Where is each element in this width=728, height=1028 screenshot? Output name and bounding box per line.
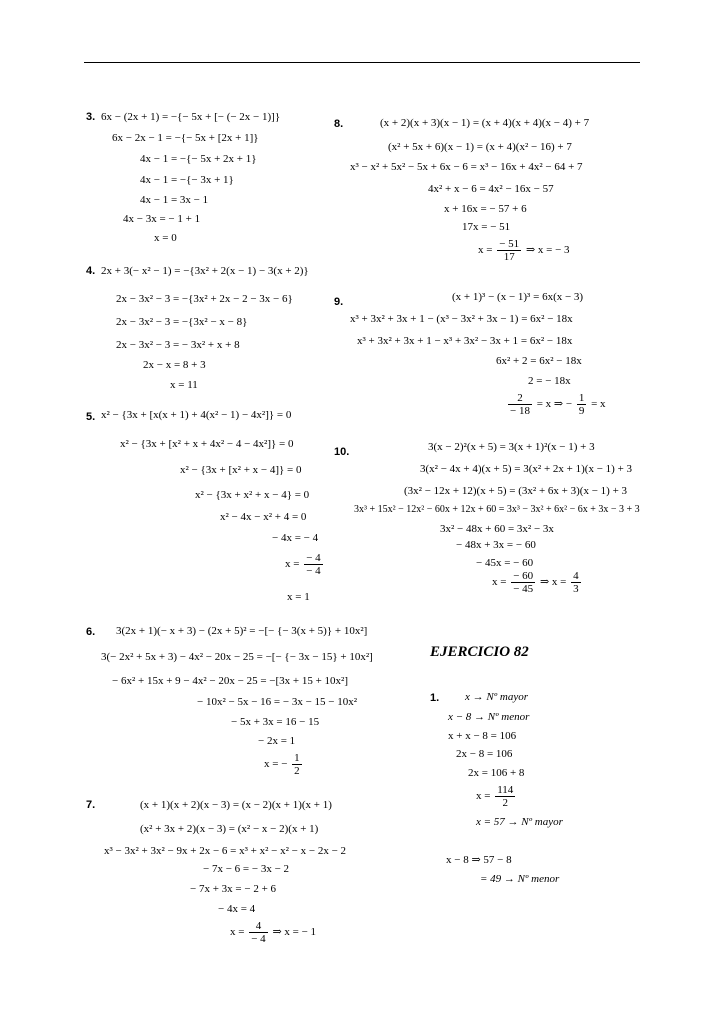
- equation-line: x³ − 3x² + 3x² − 9x + 2x − 6 = x³ + x² − x² − x − 2x − 2: [104, 845, 347, 857]
- equation-line: 3(x² − 4x + 4)(x + 5) = 3(x² + 2x + 1)(x − 1) + 3: [420, 463, 633, 475]
- fraction: [577, 392, 587, 417]
- fraction-line: [478, 238, 570, 263]
- equation-line: 3(− 2x² + 5x + 3) − 4x² − 20x − 25 = −[− {− 3x − 15} + 10x²]: [101, 651, 373, 663]
- problem-number: 3.: [86, 111, 96, 123]
- equation-line: − 7x + 3x = − 2 + 6: [190, 883, 277, 895]
- equation-line: x² − {3x + x² + x − 4} = 0: [195, 489, 310, 501]
- fraction-rhs: ⇒ x = − 1: [272, 926, 317, 939]
- equation-line: 6x − (2x + 1) = −{− 5x + [− (− 2x − 1)]}: [101, 111, 281, 123]
- equation-line: x³ + 3x² + 3x + 1 − (x³ − 3x² + 3x − 1) = 6x² − 18x: [350, 313, 573, 325]
- equation-line: 2 = − 18x: [528, 375, 571, 387]
- equation-line: 4x − 3x = − 1 + 1: [123, 213, 201, 225]
- equation-line: 4x − 1 = −{− 3x + 1}: [140, 174, 234, 186]
- problem-number: 6.: [86, 626, 96, 638]
- equation-line: 3x³ + 15x² − 12x² − 60x + 12x + 60 = 3x³ − 3x² + 6x² − 6x + 3x − 3 + 3: [354, 504, 640, 515]
- numerator: 4: [249, 920, 267, 933]
- numerator: − 4: [306, 552, 321, 564]
- denominator: 17: [503, 251, 515, 263]
- equation-line: = 49 → Nº menor: [480, 873, 560, 885]
- fraction: [304, 552, 322, 577]
- problem-number: 1.: [430, 692, 440, 704]
- equation-line: 2x − 3x² − 3 = −{3x² − x − 8}: [116, 316, 248, 328]
- fraction-lhs: x =: [285, 558, 300, 571]
- equation-line: x² − {3x + [x² + x + 4x² − 4 − 4x²]} = 0: [120, 438, 294, 450]
- equation-line: x² − {3x + [x(x + 1) + 4(x² − 1) − 4x²]} = 0: [101, 409, 292, 421]
- equation-line: 4x² + x − 6 = 4x² − 16x − 57: [428, 183, 554, 195]
- equation-line: 2x − 3x² − 3 = −{3x² + 2x − 2 − 3x − 6}: [116, 293, 293, 305]
- fraction: [495, 784, 515, 809]
- fraction-lhs: x =: [478, 244, 493, 257]
- equation-line: 2x − 8 = 106: [456, 748, 513, 760]
- denominator: − 45: [513, 583, 534, 595]
- numerator: 114: [497, 784, 514, 796]
- fraction-lhs: x =: [230, 926, 245, 939]
- equation-line: 17x = − 51: [462, 221, 511, 233]
- equation-line: (3x² − 12x + 12)(x + 5) = (3x² + 6x + 3)(x − 1) + 3: [404, 485, 628, 497]
- numerator: 4: [573, 570, 579, 582]
- equation-line: − 10x² − 5x − 16 = − 3x − 15 − 10x²: [197, 696, 358, 708]
- denominator: 2: [294, 765, 300, 777]
- equation-line: 4x − 1 = 3x − 1: [140, 194, 209, 206]
- fraction-line: [476, 784, 517, 809]
- equation-line: (x² + 5x + 6)(x − 1) = (x + 4)(x² − 16) + 7: [388, 141, 572, 153]
- denominator: − 4: [306, 565, 321, 577]
- fraction: [511, 570, 535, 595]
- fraction-line: [506, 392, 606, 417]
- equation-line: x + 16x = − 57 + 6: [444, 203, 527, 215]
- equation-line: x − 8 ⇒ 57 − 8: [446, 854, 512, 866]
- denominator: 3: [573, 583, 579, 595]
- denominator: − 4: [251, 933, 266, 945]
- equation-line: 3x² − 48x + 60 = 3x² − 3x: [440, 523, 554, 535]
- problem-number: 7.: [86, 799, 96, 811]
- equation-line: − 4x = 4: [218, 903, 256, 915]
- fraction-rhs: ⇒ x = − 3: [525, 244, 570, 257]
- denominator: − 18: [510, 405, 530, 417]
- section-heading: EJERCICIO 82: [430, 644, 529, 660]
- equation-line: x = 57 → Nº mayor: [476, 816, 563, 828]
- problem-number: 4.: [86, 265, 96, 277]
- equation-line: − 7x − 6 = − 3x − 2: [203, 863, 290, 875]
- equation-line: 4x − 1 = −{− 5x + 2x + 1}: [140, 153, 257, 165]
- numerator: 1: [294, 752, 300, 764]
- fraction-line: [230, 920, 316, 945]
- equation-line: x → Nº mayor: [465, 691, 528, 703]
- fraction-lhs: x = −: [264, 758, 288, 771]
- fraction: [292, 752, 302, 777]
- problem-number: 10.: [334, 446, 350, 458]
- equation-line: x = 0: [154, 232, 177, 244]
- numerator: 2: [508, 392, 532, 405]
- equation-line: 2x − x = 8 + 3: [143, 359, 206, 371]
- fraction-line: [264, 752, 304, 777]
- fraction: [497, 238, 521, 263]
- fraction-lhs: x =: [476, 790, 491, 803]
- fraction-mid: ⇒ x =: [539, 576, 567, 589]
- denominator: 2: [502, 797, 509, 809]
- equation-line: − 6x² + 15x + 9 − 4x² − 20x − 25 = −[3x + 15 + 10x²]: [112, 675, 349, 687]
- fraction-end: = x: [591, 398, 606, 411]
- problem-number: 9.: [334, 296, 344, 308]
- equation-line: 2x + 3(− x² − 1) = −{3x² + 2(x − 1) − 3(x + 2)}: [101, 265, 309, 277]
- numerator: − 51: [499, 238, 520, 250]
- numerator: − 60: [513, 570, 534, 582]
- equation-line: (x + 1)³ − (x − 1)³ = 6x(x − 3): [452, 291, 584, 303]
- equation-line: x − 8 → Nº menor: [448, 711, 530, 723]
- equation-line: − 48x + 3x = − 60: [456, 539, 536, 551]
- equation-line: x² − {3x + [x² + x − 4]} = 0: [180, 464, 302, 476]
- fraction-mid: = x ⇒ −: [536, 398, 573, 411]
- equation-line: 2x − 3x² − 3 = − 3x² + x + 8: [116, 339, 240, 351]
- equation-line: − 5x + 3x = 16 − 15: [231, 716, 320, 728]
- equation-line: 3(x − 2)²(x + 5) = 3(x + 1)²(x − 1) + 3: [428, 441, 595, 453]
- equation-line: − 4x = − 4: [272, 532, 319, 544]
- problem-number: 8.: [334, 118, 344, 130]
- equation-line: − 2x = 1: [258, 735, 296, 747]
- equation-line: x + x − 8 = 106: [448, 730, 517, 742]
- problem-number: 5.: [86, 411, 96, 423]
- fraction: [508, 392, 532, 417]
- equation-line: 2x = 106 + 8: [468, 767, 525, 779]
- equation-line: 6x − 2x − 1 = −{− 5x + [2x + 1]}: [112, 132, 259, 144]
- equation-line: (x + 1)(x + 2)(x − 3) = (x − 2)(x + 1)(x + 1): [140, 799, 332, 811]
- equation-line: 3(2x + 1)(− x + 3) − (2x + 5)² = −[− {− 3(x + 5)} + 10x²]: [116, 625, 368, 637]
- equation-line: (x² + 3x + 2)(x − 3) = (x² − x − 2)(x + 1): [140, 823, 319, 835]
- header-rule: [84, 62, 640, 63]
- equation-line: x³ − x² + 5x² − 5x + 6x − 6 = x³ − 16x + 4x² − 64 + 7: [350, 161, 583, 173]
- fraction-lhs: x =: [492, 576, 507, 589]
- fraction-line: [285, 552, 325, 577]
- equation-line: − 45x = − 60: [476, 557, 534, 569]
- fraction: [249, 920, 267, 945]
- fraction-line: [492, 570, 583, 595]
- denominator: 9: [578, 405, 585, 417]
- fraction: [571, 570, 581, 595]
- numerator: 1: [578, 392, 585, 404]
- equation-line: x³ + 3x² + 3x + 1 − x³ + 3x² − 3x + 1 = 6x² − 18x: [357, 335, 573, 347]
- equation-line: (x + 2)(x + 3)(x − 1) = (x + 4)(x + 4)(x − 4) + 7: [380, 117, 590, 129]
- equation-line: x² − 4x − x² + 4 = 0: [220, 511, 307, 523]
- equation-line: 6x² + 2 = 6x² − 18x: [496, 355, 582, 367]
- equation-line: x = 1: [287, 591, 310, 603]
- equation-line: x = 11: [170, 379, 198, 391]
